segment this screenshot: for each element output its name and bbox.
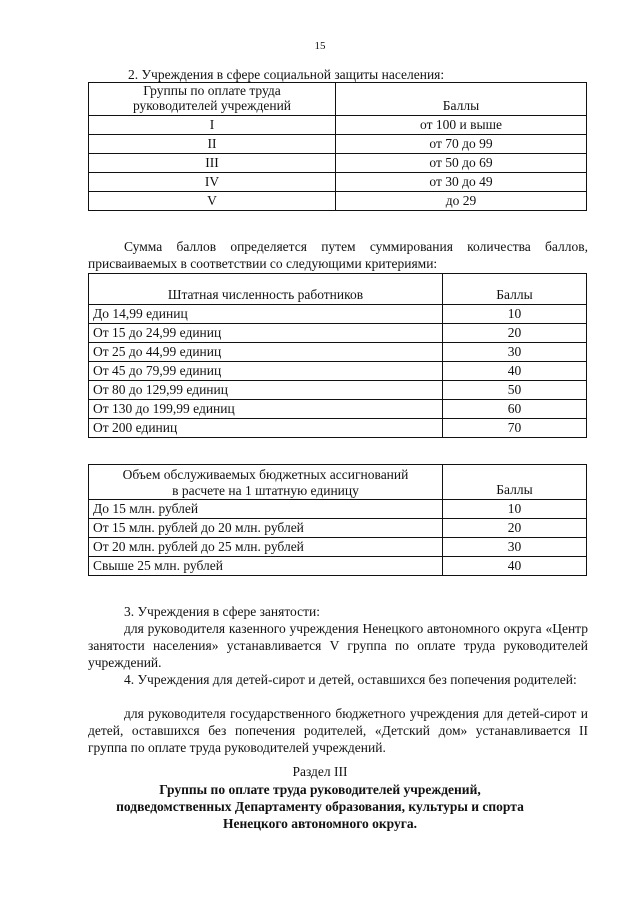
points-cell: до 29 xyxy=(336,192,587,211)
item3-paragraph: для руководителя казенного учреждения Ненецкого автономного округа «Центр занятости населения» устанавливается V группа по оплате труда руководителей учреждений. xyxy=(88,621,588,670)
item2-heading: 2. Учреждения в сфере социальной защиты населения: xyxy=(128,67,445,82)
table-row xyxy=(89,116,587,135)
label-cell: Свыше 25 млн. рублей xyxy=(89,557,443,576)
budget-header-label: Объем обслуживаемых бюджетных ассигнований в расчете на 1 штатную единицу xyxy=(89,465,443,500)
page-number: 15 xyxy=(314,40,326,52)
groups-table xyxy=(88,82,587,211)
budget-header-points: Баллы xyxy=(443,465,587,500)
table-row xyxy=(89,519,587,538)
table-row xyxy=(89,192,587,211)
item3-heading: 3. Учреждения в сфере занятости: xyxy=(124,604,321,619)
item4-paragraph: для руководителя государственного бюджетного учреждения для детей-сирот и детей, оставшихся без попечения родителей, «Детский дом» устанавливается II группа по оплате труда руководителей учреждений. xyxy=(88,706,588,755)
table-row xyxy=(89,557,587,576)
points-cell: 50 xyxy=(443,381,587,400)
points-cell: 10 xyxy=(443,500,587,519)
label-cell: До 14,99 единиц xyxy=(89,305,443,324)
staff-table xyxy=(88,273,587,438)
label-cell: От 130 до 199,99 единиц xyxy=(89,400,443,419)
points-cell: от 50 до 69 xyxy=(336,154,587,173)
label-cell: От 80 до 129,99 единиц xyxy=(89,381,443,400)
points-cell: от 70 до 99 xyxy=(336,135,587,154)
table-row xyxy=(89,135,587,154)
points-cell: 20 xyxy=(443,324,587,343)
label-cell: От 20 млн. рублей до 25 млн. рублей xyxy=(89,538,443,557)
budget-table xyxy=(88,464,587,576)
label-cell: От 45 до 79,99 единиц xyxy=(89,362,443,381)
label-cell: От 15 млн. рублей до 20 млн. рублей xyxy=(89,519,443,538)
staff-header-points: Баллы xyxy=(443,274,587,305)
points-cell: 40 xyxy=(443,557,587,576)
label-cell: От 25 до 44,99 единиц xyxy=(89,343,443,362)
label-cell: От 15 до 24,99 единиц xyxy=(89,324,443,343)
points-cell: от 30 до 49 xyxy=(336,173,587,192)
points-cell: 70 xyxy=(443,419,587,438)
table-row xyxy=(89,538,587,557)
points-cell: от 100 и выше xyxy=(336,116,587,135)
table-row xyxy=(89,343,587,362)
table-row xyxy=(89,173,587,192)
groups-header-group: Группы по оплате труда руководителей учреждений xyxy=(89,83,336,116)
table-row xyxy=(89,419,587,438)
group-cell: IV xyxy=(89,173,336,192)
group-cell: III xyxy=(89,154,336,173)
item4-heading: 4. Учреждения для детей-сирот и детей, оставшихся без попечения родителей: xyxy=(124,672,577,687)
points-cell: 60 xyxy=(443,400,587,419)
section-title: Группы по оплате труда руководителей учреждений, подведомственных Департаменту образования, культуры и спорта Ненецкого автономного округа. xyxy=(116,782,524,831)
groups-header-points: Баллы xyxy=(336,83,587,116)
points-cell: 30 xyxy=(443,343,587,362)
table-row xyxy=(89,324,587,343)
label-cell: До 15 млн. рублей xyxy=(89,500,443,519)
group-cell: V xyxy=(89,192,336,211)
table-row xyxy=(89,381,587,400)
points-cell: 20 xyxy=(443,519,587,538)
staff-header-label: Штатная численность работников xyxy=(89,274,443,305)
group-cell: I xyxy=(89,116,336,135)
points-cell: 10 xyxy=(443,305,587,324)
table-row xyxy=(89,400,587,419)
points-cell: 30 xyxy=(443,538,587,557)
label-cell: От 200 единиц xyxy=(89,419,443,438)
group-cell: II xyxy=(89,135,336,154)
table-row xyxy=(89,362,587,381)
points-cell: 40 xyxy=(443,362,587,381)
section-label: Раздел III xyxy=(292,764,348,779)
table-row xyxy=(89,305,587,324)
sum-paragraph: Сумма баллов определяется путем суммирования количества баллов, присваиваемых в соответствии со следующими критериями: xyxy=(88,239,588,271)
table-row xyxy=(89,500,587,519)
table-row xyxy=(89,154,587,173)
